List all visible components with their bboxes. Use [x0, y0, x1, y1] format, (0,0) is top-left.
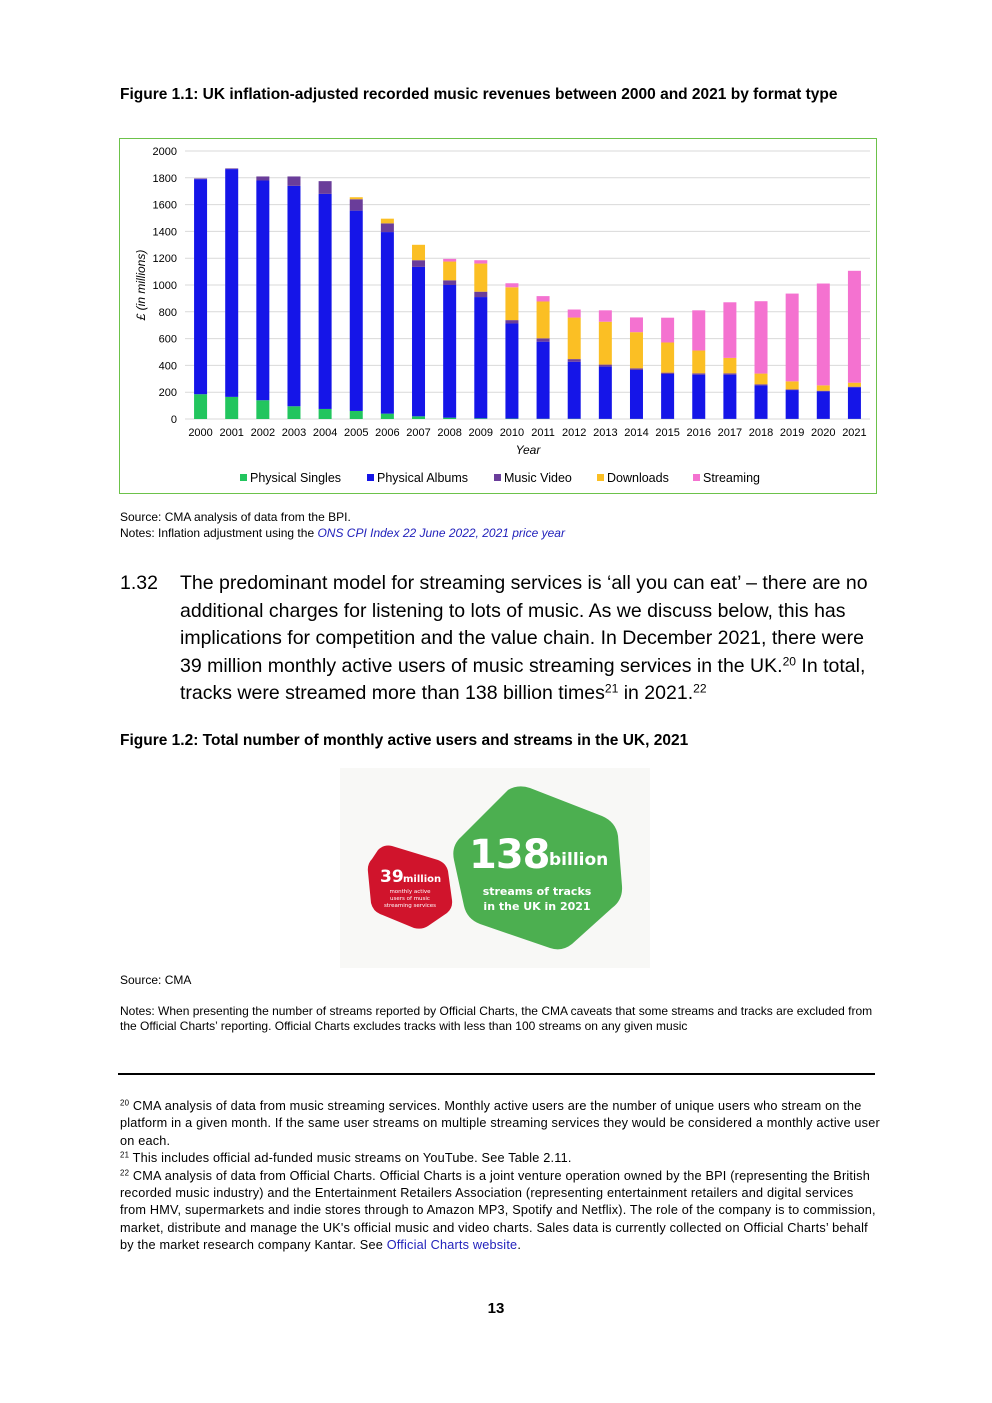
figure-1-notes: [120, 525, 565, 541]
bar-streaming-2012: [568, 310, 581, 318]
bar-physical-singles-2008: [443, 418, 456, 419]
bar-music-video-2001: [225, 168, 238, 169]
legend-swatch-music-video: [494, 474, 501, 481]
y-tick-label: 800: [158, 306, 177, 319]
bar-music-video-2020: [817, 391, 830, 392]
legend-label: Music Video: [504, 471, 572, 485]
x-tick-label: 2010: [499, 427, 525, 439]
revenue-chart-frame: [119, 138, 877, 494]
paragraph-number: 1.32: [120, 572, 158, 594]
legend-swatch-streaming: [693, 474, 700, 481]
official-charts-link[interactable]: Official Charts website: [386, 1238, 518, 1253]
bar-streaming-2018: [755, 301, 768, 373]
bar-physical-albums-2009: [474, 297, 487, 418]
bar-physical-albums-2019: [786, 390, 799, 419]
legend-swatch-physical-albums: [367, 474, 374, 481]
bar-downloads-2018: [755, 374, 768, 385]
bar-streaming-2021: [848, 271, 861, 383]
bar-physical-albums-2014: [630, 370, 643, 419]
bar-physical-singles-2002: [256, 400, 269, 419]
x-tick-label: 2011: [531, 427, 555, 439]
figure-2-notes: Notes: When presenting the number of streams reported by Official Charts, the CMA caveats that some streams and tracks are excluded from the Official Charts’ reporting. Official Charts excludes tracks with less than 100 streams on any given music: [120, 1004, 873, 1033]
bar-downloads-2007: [412, 245, 425, 260]
bar-downloads-2009: [474, 264, 487, 292]
footnote-21-number: 21: [120, 1150, 130, 1160]
bar-physical-singles-2004: [319, 409, 332, 419]
ons-cpi-link[interactable]: ONS CPI Index 22 June 2022, 2021 price year: [317, 526, 565, 540]
bar-downloads-2020: [817, 385, 830, 390]
bar-physical-singles-2006: [381, 414, 394, 419]
footnote-21-text: This includes official ad-funded music streams on YouTube. See Table 2.11.: [129, 1151, 572, 1166]
x-tick-label: 2015: [655, 427, 680, 439]
red-caption-3: streaming services: [383, 903, 437, 909]
bar-music-video-2002: [256, 176, 269, 180]
x-tick-label: 2007: [406, 427, 431, 439]
footnote-ref-22[interactable]: 22: [693, 681, 707, 696]
bar-streaming-2019: [786, 294, 799, 382]
bar-music-video-2016: [692, 373, 705, 374]
page-number: 13: [487, 1300, 505, 1317]
bar-physical-singles-2005: [350, 411, 363, 419]
bar-physical-albums-2001: [225, 169, 238, 397]
x-tick-label: 2016: [686, 427, 711, 439]
footnotes: [120, 1098, 880, 1255]
y-tick-label: 400: [158, 360, 177, 373]
bar-downloads-2005: [350, 197, 363, 199]
footnote-ref-21[interactable]: 21: [604, 681, 619, 696]
bar-streaming-2008: [443, 259, 456, 262]
legend-label: Downloads: [607, 471, 669, 485]
bar-music-video-2010: [505, 320, 518, 323]
x-tick-label: 2000: [188, 427, 213, 439]
bar-downloads-2013: [599, 322, 612, 365]
x-tick-label: 2019: [779, 427, 805, 439]
bar-music-video-2005: [350, 199, 363, 210]
x-tick-label: 2002: [250, 427, 276, 439]
bar-music-video-2003: [287, 176, 300, 185]
x-tick-label: 2017: [717, 427, 743, 439]
bar-downloads-2014: [630, 332, 643, 368]
x-tick-label: 2014: [624, 427, 649, 439]
legend-label: Streaming: [703, 471, 760, 485]
x-tick-label: 2006: [375, 427, 400, 439]
bar-streaming-2017: [723, 302, 736, 358]
bar-physical-albums-2015: [661, 374, 674, 419]
bar-physical-albums-2011: [537, 342, 550, 419]
footnote-22: [120, 1168, 880, 1255]
green-caption-1: streams of tracks: [482, 885, 592, 898]
bar-downloads-2012: [568, 318, 581, 360]
bar-physical-albums-2008: [443, 285, 456, 418]
bar-physical-albums-2017: [723, 375, 736, 419]
figure-1-title: Figure 1.1: UK inflation-adjusted recorded music revenues between 2000 and 2021 by format type: [120, 86, 838, 103]
x-tick-label: 2005: [344, 427, 369, 439]
footnote-20: [120, 1098, 880, 1150]
bar-downloads-2015: [661, 342, 674, 372]
bar-physical-albums-2012: [568, 362, 581, 419]
bar-downloads-2006: [381, 219, 394, 224]
bar-music-video-2004: [319, 181, 332, 194]
paragraph-text-c: in 2021.: [618, 682, 694, 705]
bar-physical-albums-2006: [381, 232, 394, 414]
revenue-chart: [120, 139, 876, 493]
green-number: 138: [469, 832, 550, 878]
bar-music-video-2008: [443, 280, 456, 285]
bar-physical-albums-2016: [692, 375, 705, 419]
footnote-ref-20[interactable]: 20: [782, 654, 796, 669]
x-tick-label: 2018: [748, 427, 774, 439]
bar-physical-singles-2001: [225, 397, 238, 419]
bar-streaming-2010: [505, 283, 518, 287]
bar-streaming-2016: [692, 310, 705, 350]
bar-downloads-2019: [786, 381, 799, 389]
legend-swatch-downloads: [597, 474, 604, 481]
chart-legend: [240, 471, 760, 485]
bar-streaming-2013: [599, 310, 612, 321]
bar-music-video-2019: [786, 389, 799, 390]
bar-physical-albums-2000: [194, 179, 207, 394]
green-unit: billion: [549, 850, 609, 870]
y-tick-label: 1600: [152, 199, 177, 212]
red-unit: million: [403, 874, 442, 885]
bar-streaming-2015: [661, 318, 674, 343]
footnote-20-number: 20: [120, 1098, 130, 1108]
figure-1-notes-prefix: Notes: Inflation adjustment using the: [120, 526, 318, 540]
footnote-divider: [118, 1073, 875, 1075]
bar-physical-albums-2010: [505, 323, 518, 418]
x-tick-label: 2008: [437, 427, 462, 439]
bar-music-video-2007: [412, 260, 425, 267]
x-tick-label: 2012: [561, 427, 587, 439]
y-tick-label: 1400: [152, 226, 177, 239]
bar-physical-albums-2004: [319, 194, 332, 409]
bar-physical-albums-2018: [755, 385, 768, 419]
bar-music-video-2018: [755, 384, 768, 385]
x-tick-label: 2004: [312, 427, 338, 439]
paragraph-text-a: The predominant model for streaming services is ‘all you can eat’ – there are no additional charges for listening to lots of music. As we discuss below, this has implications for competition and the value chain. In December 2021, there were 39 million monthly active users of music streaming services in the UK.: [180, 572, 868, 677]
bar-physical-singles-2000: [194, 394, 207, 419]
bar-physical-albums-2020: [817, 391, 830, 418]
bar-music-video-2015: [661, 373, 674, 374]
bar-physical-albums-2002: [256, 180, 269, 400]
y-tick-label: 0: [170, 414, 177, 426]
bar-downloads-2017: [723, 358, 736, 373]
bar-physical-albums-2007: [412, 267, 425, 416]
bar-music-video-2013: [599, 365, 612, 367]
bar-music-video-2012: [568, 359, 581, 362]
bar-physical-albums-2021: [848, 387, 861, 418]
bar-music-video-2000: [194, 178, 207, 179]
paragraph-text-b: In total, tracks were streamed more than 138 billion times: [180, 654, 866, 705]
bar-physical-singles-2007: [412, 416, 425, 419]
bar-music-video-2006: [381, 223, 394, 232]
bar-music-video-2009: [474, 292, 487, 297]
x-tick-label: 2003: [281, 427, 307, 439]
figure-2-title: Figure 1.2: Total number of monthly active users and streams in the UK, 2021: [120, 732, 689, 749]
y-tick-label: 1200: [152, 253, 177, 266]
y-tick-label: 600: [158, 333, 177, 346]
figure-1-source: Source: CMA analysis of data from the BPI.: [120, 510, 351, 524]
footnote-21: [120, 1150, 880, 1167]
bar-downloads-2008: [443, 262, 456, 281]
bar-physical-singles-2003: [287, 406, 300, 419]
bar-streaming-2020: [817, 284, 830, 386]
bar-downloads-2011: [537, 301, 550, 338]
bar-streaming-2011: [537, 296, 550, 301]
bar-physical-albums-2003: [287, 186, 300, 406]
chart-x-axis-label: Year: [515, 443, 541, 457]
bar-streaming-2014: [630, 317, 643, 332]
x-tick-label: 2013: [593, 427, 618, 439]
red-caption-2: users of music: [390, 896, 430, 902]
bar-downloads-2021: [848, 383, 861, 387]
footnote-20-text: CMA analysis of data from music streaming services. Monthly active users are the number of unique users who stream on the platform in a given month. If the same user streams on multiple streaming services they would be considered a monthly active user on each.: [120, 1099, 880, 1148]
bar-streaming-2009: [474, 260, 487, 263]
y-tick-label: 1000: [152, 280, 177, 292]
legend-label: Physical Singles: [250, 471, 342, 485]
red-number: 39: [380, 867, 404, 887]
paragraph-text: [180, 570, 880, 708]
red-caption-1: monthly active: [389, 889, 431, 895]
footnote-22-text: CMA analysis of data from Official Charts. Official Charts is a joint venture operation owned by the BPI (representing the British recorded music industry) and the Entertainment Retailers Association (representing entertainment retailers and digital services from HMV, supermarkets and indie stores through to Amazon MP3, Spotify and Netflix). The role of the company is to commission, market, distribute and manage the UK's official music and video charts. Sales data is currently collected on Official Charts’ behalf by the market research company Kantar. See: [120, 1168, 876, 1253]
x-tick-label: 2021: [842, 427, 867, 439]
y-tick-label: 200: [158, 387, 177, 400]
footnote-22-end: .: [517, 1238, 522, 1253]
green-caption-2: in the UK in 2021: [483, 900, 591, 913]
streaming-infographic: [340, 768, 650, 968]
y-tick-label: 2000: [152, 146, 177, 158]
figure-2-source: Source: CMA: [120, 973, 192, 987]
x-tick-label: 2009: [468, 427, 494, 439]
x-tick-label: 2020: [811, 427, 836, 439]
footnote-22-number: 22: [120, 1168, 130, 1178]
bar-physical-albums-2013: [599, 367, 612, 419]
bar-downloads-2010: [505, 287, 518, 320]
chart-y-axis-label: £ (in millions): [134, 249, 148, 321]
bar-physical-albums-2005: [350, 211, 363, 411]
bar-music-video-2014: [630, 368, 643, 370]
x-tick-label: 2001: [219, 427, 244, 439]
bar-music-video-2021: [848, 387, 861, 388]
y-tick-label: 1800: [152, 172, 177, 185]
bar-physical-singles-2009: [474, 418, 487, 419]
legend-label: Physical Albums: [377, 471, 469, 485]
bar-music-video-2011: [537, 338, 550, 341]
red-users-badge: [368, 846, 452, 929]
legend-swatch-physical-singles: [240, 474, 247, 481]
bar-music-video-2017: [723, 373, 736, 374]
bar-downloads-2016: [692, 351, 705, 374]
